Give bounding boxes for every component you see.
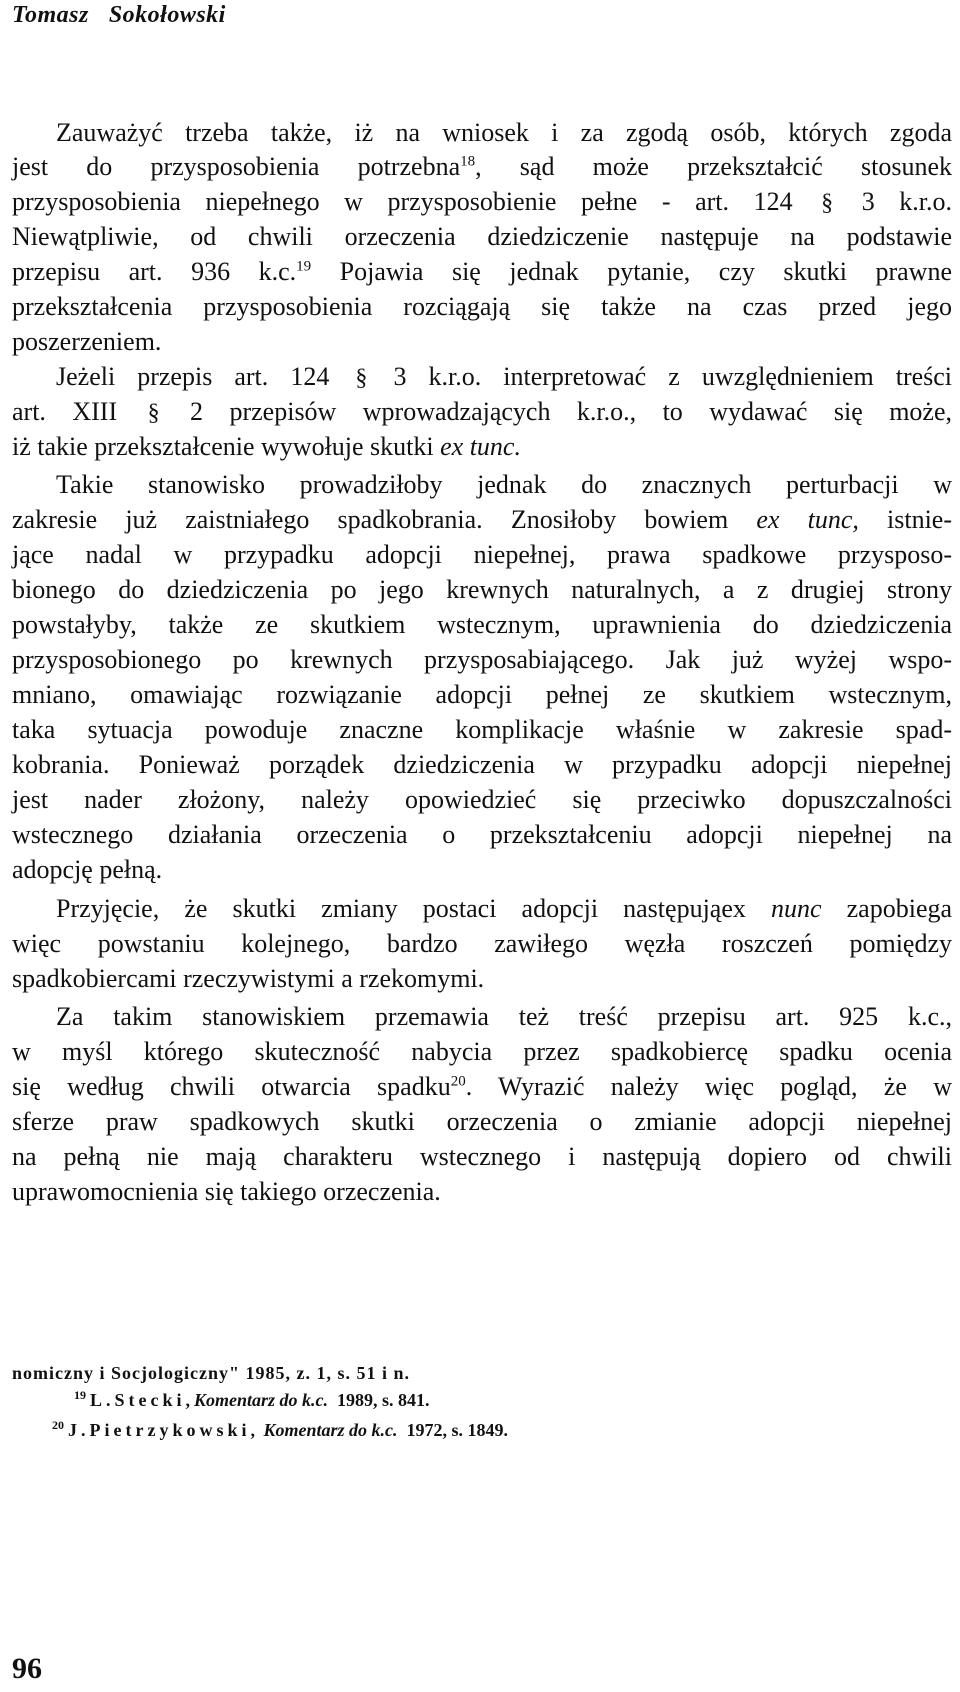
text-line	[56, 362, 952, 393]
text-line: spadkobiercami rzeczywistymi a rzekomymi.	[12, 964, 485, 993]
text-line: przekształcenia przysposobienia rozciągają się także na czas przed jego	[12, 292, 952, 321]
text-line	[12, 257, 952, 287]
footnote-author: L.Stecki,	[90, 1390, 195, 1410]
footnote-19	[74, 1390, 430, 1411]
text-line: uprawomocnienia się takiego orzeczenia.	[12, 1177, 441, 1206]
author-last-name: Sokołowski	[108, 2, 226, 28]
italic-term: ex tunc.	[440, 432, 521, 461]
text-span: , sąd może przekształcić stosunek	[475, 152, 952, 181]
text-line: taka sytuacja powoduje znaczne komplikacje właśnie w zakresie spad-	[12, 715, 952, 744]
text-span: . Wyrazić należy więc pogląd, że w	[465, 1072, 952, 1101]
text-span: się według chwili otwarcia spadku	[12, 1072, 451, 1101]
text-line: wstecznego działania orzeczenia o przekształceniu adopcji niepełnej na	[12, 820, 952, 849]
text-span: 3 k.r.o.	[861, 187, 952, 216]
footnote-ref-20: 20	[450, 1073, 466, 1090]
text-span: iż takie przekształcenie wywołuje skutki	[12, 432, 434, 461]
footnote-ref-18: 18	[460, 153, 476, 170]
text-line: Zauważyć trzeba także, iż na wniosek i za zgodą osób, których zgoda	[56, 118, 952, 147]
footnote-title: Komentarz do k.c.	[194, 1390, 329, 1410]
text-line: przysposobionego po krewnych przysposabiającego. Jak już wyżej wspo-	[12, 645, 952, 674]
text-line	[12, 432, 952, 462]
footnote-citation: 1989, s. 841.	[337, 1390, 430, 1410]
text-span: istnie-	[887, 505, 953, 534]
text-line: bionego do dziedziczenia po jego krewnych naturalnych, a z drugiej strony	[12, 575, 952, 604]
footnote-citation: 1972, s. 1849.	[406, 1420, 509, 1440]
footnote-ref-19: 19	[296, 258, 312, 275]
text-span: zapobiega	[846, 894, 953, 923]
footnote-title: Komentarz do k.c.	[263, 1420, 398, 1440]
footnote-18-continuation: nomiczny i Socjologiczny" 1985, z. 1, s. 51 i n.	[12, 1363, 410, 1383]
text-line: kobrania. Ponieważ porządek dziedziczenia w przypadku adopcji niepełnej	[12, 750, 952, 779]
text-span: art. XIII	[12, 397, 118, 426]
text-line: Niewątpliwie, od chwili orzeczenia dziedziczenie następuje na podstawie	[12, 222, 952, 251]
text-span: 3 k.r.o. interpretować z uwzględnieniem treści	[393, 362, 953, 391]
text-line: w myśl którego skuteczność nabycia przez spadkobiercę spadku ocenia	[12, 1037, 952, 1066]
text-line: powstałyby, także ze skutkiem wstecznym, uprawnienia do dziedziczenia	[12, 610, 952, 639]
text-span: Przyjęcie, że skutki zmiany postaci adopcji następująex	[56, 894, 746, 923]
text-line: adopcję pełną.	[12, 855, 163, 884]
text-span: przysposobienia niepełnego w przysposobienie pełne - art. 124	[12, 187, 793, 216]
text-line: Za takim stanowiskiem przemawia też treść przepisu art. 925 k.c.,	[56, 1002, 952, 1031]
text-span: jest do przysposobienia potrzebna	[12, 152, 461, 181]
text-line: mniano, omawiając rozwiązanie adopcji pełnej ze skutkiem wstecznym,	[12, 680, 952, 709]
page-number: 96	[12, 1652, 42, 1685]
text-line: Takie stanowisko prowadziłoby jednak do znacznych perturbacji w	[56, 470, 952, 499]
section-sign: §	[821, 190, 834, 216]
text-line: jące nadal w przypadku adopcji niepełnej, prawa spadkowe przysposo-	[12, 540, 952, 569]
text-span: 2 przepisów wprowadzających k.r.o., to wydawać się może,	[190, 397, 952, 426]
section-sign: §	[147, 400, 160, 426]
text-span: przepisu art. 936 k.c.	[12, 257, 297, 286]
text-line	[12, 1072, 952, 1102]
text-line: więc powstaniu kolejnego, bardzo zawiłego węzła roszczeń pomiędzy	[12, 929, 952, 958]
text-span: zakresie już zaistniałego spadkobrania. Znosiłoby bowiem	[12, 505, 729, 534]
text-line: na pełną nie mają charakteru wstecznego i następują dopiero od chwili	[12, 1142, 952, 1171]
running-header	[12, 2, 246, 29]
italic-term: ex tunc,	[756, 505, 859, 534]
footnote-20	[52, 1420, 508, 1441]
footnote-author: J.Pietrzykowski,	[68, 1420, 259, 1440]
text-span: Pojawia się jednak pytanie, czy skutki prawne	[311, 257, 952, 286]
text-line	[12, 152, 952, 182]
text-line	[56, 894, 952, 924]
footnote-number: 20	[52, 1418, 64, 1432]
section-sign: §	[355, 365, 368, 391]
footnote-number: 19	[74, 1388, 86, 1402]
author-first-name: Tomasz	[12, 2, 89, 28]
text-line	[12, 397, 952, 428]
italic-term: nunc	[770, 894, 822, 923]
text-line: jest nader złożony, należy opowiedzieć się przeciwko dopuszczalności	[12, 785, 952, 814]
text-line	[12, 187, 952, 218]
text-line	[12, 505, 952, 535]
text-span: Jeżeli przepis art. 124	[56, 362, 330, 391]
text-line: poszerzeniem.	[12, 327, 162, 356]
text-line: sferze praw spadkowych skutki orzeczenia o zmianie adopcji niepełnej	[12, 1107, 952, 1136]
